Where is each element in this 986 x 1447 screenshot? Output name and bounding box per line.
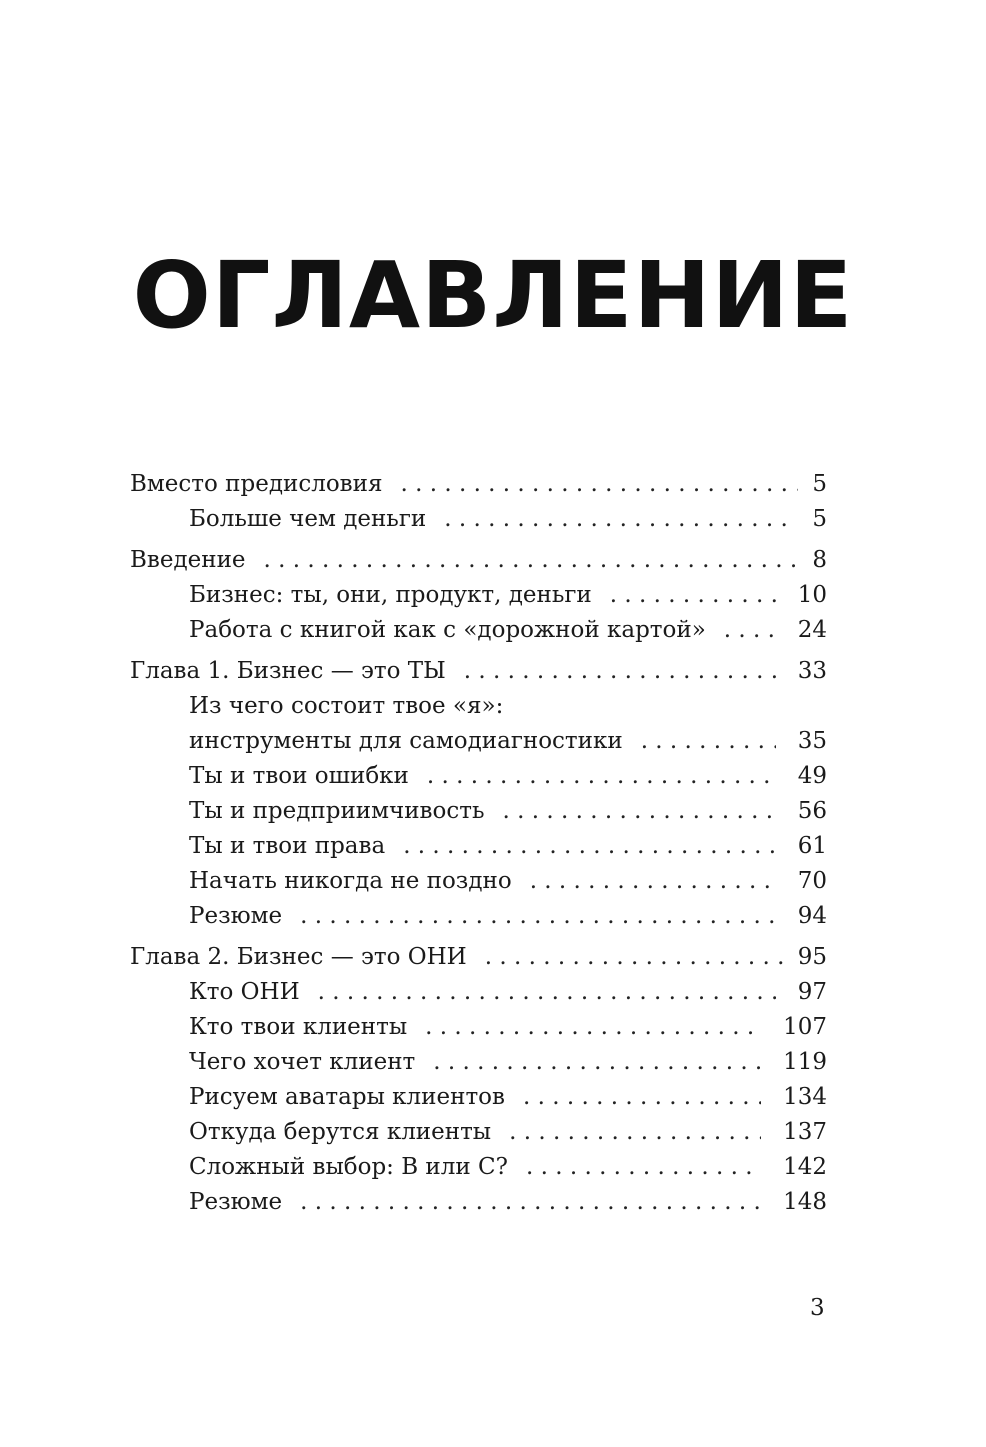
toc-entry-title: Чего хочет клиент <box>189 1049 416 1075</box>
dot-leader <box>300 1185 761 1220</box>
toc-entry <box>130 759 827 794</box>
dot-leader <box>318 975 776 1010</box>
toc-entry-page: 49 <box>797 763 827 789</box>
toc-entry-page: 148 <box>783 1189 827 1215</box>
toc-entry <box>130 1150 827 1185</box>
toc-entry-title: Откуда берутся клиенты <box>189 1119 492 1145</box>
dot-leader <box>724 613 776 648</box>
toc-entry-title: Резюме <box>189 903 283 929</box>
toc-entry <box>130 794 827 829</box>
toc-entry-title: Резюме <box>189 1189 283 1215</box>
dot-leader <box>464 654 784 689</box>
toc-entry-page: 95 <box>797 944 827 970</box>
dot-leader <box>509 1115 761 1150</box>
toc-entry <box>130 1185 827 1220</box>
dot-leader <box>503 794 776 829</box>
dot-leader <box>427 759 776 794</box>
toc-entry <box>130 654 827 689</box>
table-of-contents <box>130 467 827 1220</box>
toc-entry-title: Ты и твои ошибки <box>189 763 409 789</box>
toc-entry-page: 107 <box>783 1014 827 1040</box>
dot-leader <box>485 940 784 975</box>
toc-entry-page: 35 <box>797 728 827 754</box>
toc-entry-page: 70 <box>797 868 827 894</box>
dot-leader <box>641 724 776 759</box>
dot-leader <box>610 578 776 613</box>
toc-entry-page: 8 <box>812 547 827 573</box>
toc-entry-title: Бизнес: ты, они, продукт, деньги <box>189 582 592 608</box>
toc-entry-title: Вместо предисловия <box>130 471 383 497</box>
dot-leader <box>444 502 790 537</box>
toc-entry <box>130 1045 827 1080</box>
toc-entry-page: 137 <box>783 1119 827 1145</box>
toc-entry-page: 97 <box>797 979 827 1005</box>
toc-entry <box>130 613 827 648</box>
dot-leader <box>264 543 799 578</box>
toc-entry <box>130 502 827 537</box>
toc-entry-page: 24 <box>797 617 827 643</box>
toc-entry-title: Больше чем деньги <box>189 506 427 532</box>
toc-entry-title: Начать никогда не поздно <box>189 868 512 894</box>
toc-entry-page: 56 <box>797 798 827 824</box>
toc-entry-title: Из чего состоит твое «я»: <box>189 693 504 719</box>
page-number: 3 <box>810 1295 825 1321</box>
dot-leader <box>425 1010 761 1045</box>
toc-entry-title: Кто твои клиенты <box>189 1014 408 1040</box>
toc-entry-page: 134 <box>783 1084 827 1110</box>
dot-leader <box>433 1045 761 1080</box>
toc-entry-title: Введение <box>130 547 246 573</box>
toc-entry-title: Работа с книгой как с «дорожной картой» <box>189 617 706 643</box>
toc-entry <box>130 1010 827 1045</box>
toc-entry-page: 10 <box>797 582 827 608</box>
toc-entry-page: 5 <box>812 506 827 532</box>
toc-entry-page: 61 <box>797 833 827 859</box>
toc-entry-title: Рисуем аватары клиентов <box>189 1084 505 1110</box>
dot-leader <box>530 864 776 899</box>
toc-entry-page: 94 <box>797 903 827 929</box>
toc-entry-title: инструменты для самодиагностики <box>189 728 623 754</box>
toc-entry <box>130 829 827 864</box>
dot-leader <box>400 467 798 502</box>
toc-entry-page: 5 <box>812 471 827 497</box>
toc-entry-title: Кто ОНИ <box>189 979 300 1005</box>
toc-entry <box>130 1080 827 1115</box>
toc-entry <box>130 543 827 578</box>
toc-entry-title: Ты и предприимчивость <box>189 798 485 824</box>
dot-leader <box>523 1080 761 1115</box>
toc-entry <box>130 975 827 1010</box>
toc-entry <box>130 940 827 975</box>
dot-leader <box>300 899 776 934</box>
dot-leader <box>403 829 776 864</box>
dot-leader <box>526 1150 761 1185</box>
toc-entry <box>130 1115 827 1150</box>
toc-entry <box>130 578 827 613</box>
toc-entry <box>130 467 827 502</box>
toc-entry-title: Ты и твои права <box>189 833 386 859</box>
toc-entry-page: 142 <box>783 1154 827 1180</box>
toc-entry-page: 33 <box>797 658 827 684</box>
toc-entry <box>130 899 827 934</box>
toc-entry <box>130 689 827 724</box>
toc-entry-title: Сложный выбор: B или C? <box>189 1154 508 1180</box>
toc-entry <box>130 864 827 899</box>
toc-entry-title: Глава 1. Бизнес — это ТЫ <box>130 658 446 684</box>
toc-entry <box>130 724 827 759</box>
page-title: ОГЛАВЛЕНИЕ <box>132 241 854 349</box>
toc-entry-title: Глава 2. Бизнес — это ОНИ <box>130 944 467 970</box>
toc-entry-page: 119 <box>783 1049 827 1075</box>
